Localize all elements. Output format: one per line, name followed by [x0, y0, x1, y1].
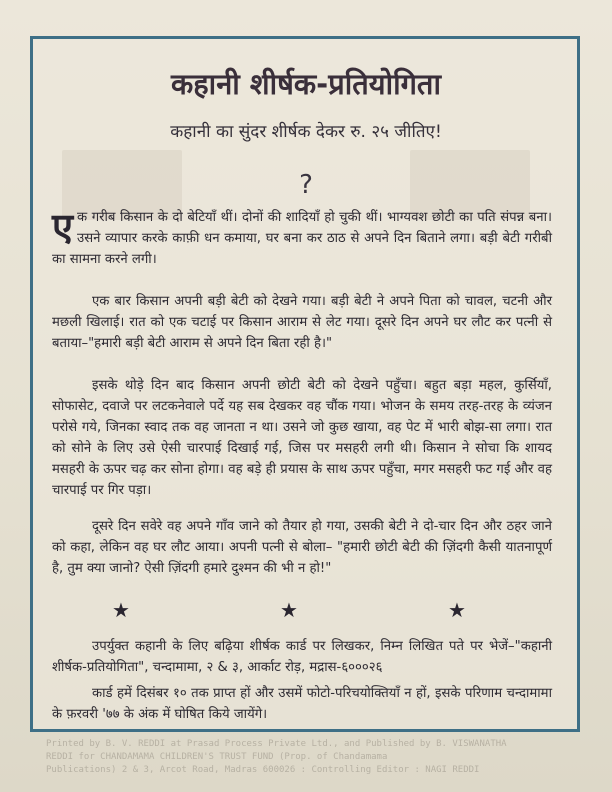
page-subtitle: कहानी का सुंदर शीर्षक देकर रु. २५ जीतिए!: [170, 122, 442, 142]
drop-cap: ए: [52, 205, 74, 249]
page-title: कहानी शीर्षक-प्रतियोगिता: [171, 67, 441, 101]
story-paragraph-4: दूसरे दिन सवेरे वह अपने गाँव जाने को तैयार हो गया, उसकी बेटी ने दो-चार दिन और ठहर जाने को कहा, लेकिन वह घर लौट आया। अपनी पत्नी से बोला– "हमारी छोटी बेटी की ज़िंदगी कैसी यातनापूर्ण है, तुम क्या जानो? ऐसी ज़िंदगी हमारे दुश्मन की भी न हो!": [52, 519, 552, 576]
story-paragraph-2: एक बार किसान अपनी बड़ी बेटी को देखने गया। बड़ी बेटी ने अपने पिता को चावल, चटनी और मछली खिलाई। रात को एक चटाई पर किसान आराम से लेट गया। दूसरे दिन अपने घर लौट कर पत्नी से बताया–"हमारी बड़ी बेटी आराम से अपने दिन बिता रही है।": [52, 294, 552, 351]
credits-line-2: REDDI for CHANDAMAMA CHILDREN'S TRUST FUND (Prop. of Chandamama: [46, 752, 388, 762]
star-icon: ★: [112, 598, 130, 622]
contest-instructions: उपर्युक्त कहानी के लिए बढ़िया शीर्षक कार्ड पर लिखकर, निम्न लिखित पते पर भेजें–"कहानी शीर्षक-प्रतियोगिता", चन्दामामा, २ & ३, आर्काट रोड़, मद्रास-६०००२६: [52, 639, 552, 675]
question-mark: ?: [299, 170, 313, 200]
story-paragraph-1-text: क गरीब किसान के दो बेटियाँ थीं। दोनों की शादियाँ हो चुकी थीं। भाग्यवश छोटी का पति संपन्न बना। उसने व्यापार करके काफ़ी धन कमाया, घर बना कर ठाठ से अपने दिन बिताने लगा। बड़ी बेटी गरीबी का सामना करने लगी।: [52, 210, 552, 267]
star-separator: [0, 598, 612, 622]
publisher-credits: [46, 738, 576, 777]
contest-deadline: कार्ड हमें दिसंबर १० तक प्राप्त हों और उसमें फोटो-परिचयोक्तियाँ न हों, इसके परिणाम चन्दामामा के फ़रवरी '७७ के अंक में घोषित किये जायेंगे।: [52, 686, 552, 722]
story-paragraph-3: इसके थोड़े दिन बाद किसान अपनी छोटी बेटी को देखने पहुँचा। बहुत बड़ा महल, कुर्सियाँ, सोफासेट, दवाजे पर लटकनेवाले पर्दे यह सब देखकर वह चौंक गया। भोजन के समय तरह-तरह के व्यंजन परोसे गये, जिनका स्वाद तक वह जानता न था। उसने जो कुछ खाया, वह पेट में भारी बोझ-सा लगा। रात को सोने के लिए उसे ऐसी चारपाई दिखाई गई, जिस पर मसहरी लगी थी। किसान ने सोचा कि शायद मसहरी के ऊपर चढ़ कर सोना होगा। वह बड़े ही प्रयास के साथ ऊपर पहुँचा, मगर मसहरी फट गई और वह चारपाई पर गिर पड़ा।: [52, 378, 552, 498]
credits-line-1: Printed by B. V. REDDI at Prasad Process Private Ltd., and Published by B. VISWANATHA: [46, 739, 507, 749]
credits-line-3: Publications) 2 & 3, Arcot Road, Madras 600026 : Controlling Editor : NAGI REDDI: [46, 765, 480, 775]
story-paragraph-1: [52, 207, 552, 270]
star-icon: ★: [280, 598, 298, 622]
star-icon: ★: [448, 598, 466, 622]
